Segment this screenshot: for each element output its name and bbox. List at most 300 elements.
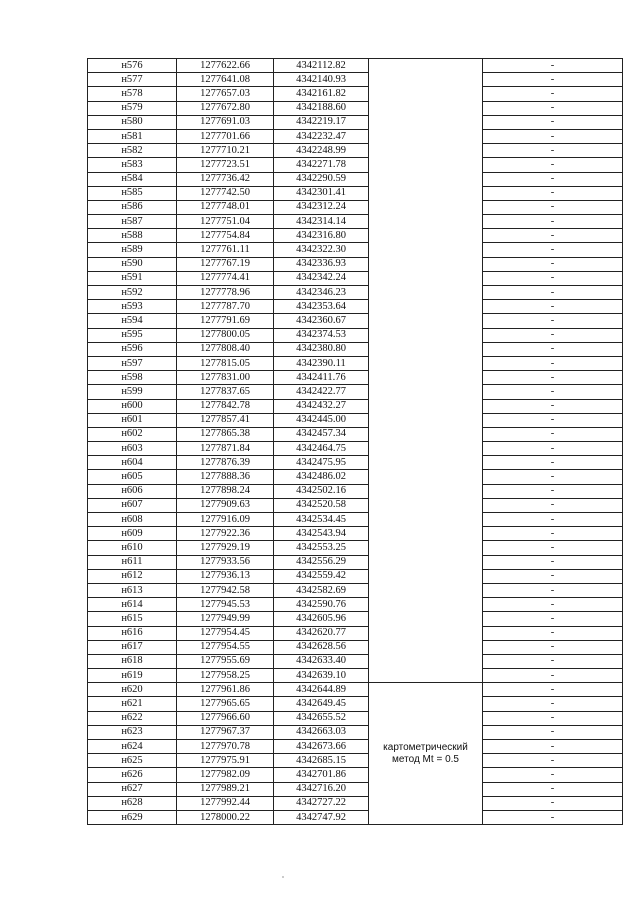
table-row	[88, 612, 623, 626]
accuracy-cell: -	[483, 59, 623, 73]
x-coordinate-cell: 1277710.21	[177, 144, 274, 158]
point-id-cell: н614	[88, 598, 177, 612]
y-coordinate-cell: 4342232.47	[274, 129, 369, 143]
point-id-cell: н611	[88, 555, 177, 569]
x-coordinate-cell: 1277992.44	[177, 796, 274, 810]
accuracy-cell: -	[483, 498, 623, 512]
table-row	[88, 697, 623, 711]
table-row	[88, 654, 623, 668]
x-coordinate-cell: 1277742.50	[177, 186, 274, 200]
table-row	[88, 129, 623, 143]
point-id-cell: н594	[88, 314, 177, 328]
method-cell-blank	[369, 314, 483, 328]
y-coordinate-cell: 4342644.89	[274, 683, 369, 697]
point-id-cell: н610	[88, 541, 177, 555]
table-row	[88, 115, 623, 129]
accuracy-cell: -	[483, 215, 623, 229]
accuracy-cell: -	[483, 456, 623, 470]
table-row	[88, 59, 623, 73]
y-coordinate-cell: 4342380.80	[274, 342, 369, 356]
x-coordinate-cell: 1277936.13	[177, 569, 274, 583]
x-coordinate-cell: 1277691.03	[177, 115, 274, 129]
point-id-cell: н625	[88, 754, 177, 768]
table-row	[88, 569, 623, 583]
table-row	[88, 73, 623, 87]
accuracy-cell: -	[483, 527, 623, 541]
y-coordinate-cell: 4342747.92	[274, 810, 369, 824]
accuracy-cell: -	[483, 612, 623, 626]
x-coordinate-cell: 1277672.80	[177, 101, 274, 115]
point-id-cell: н596	[88, 342, 177, 356]
accuracy-cell: -	[483, 442, 623, 456]
table-row	[88, 385, 623, 399]
coordinates-table	[87, 58, 623, 825]
x-coordinate-cell: 1277622.66	[177, 59, 274, 73]
x-coordinate-cell: 1277967.37	[177, 725, 274, 739]
accuracy-cell: -	[483, 158, 623, 172]
y-coordinate-cell: 4342727.22	[274, 796, 369, 810]
y-coordinate-cell: 4342390.11	[274, 356, 369, 370]
y-coordinate-cell: 4342312.24	[274, 200, 369, 214]
point-id-cell: н621	[88, 697, 177, 711]
point-id-cell: н599	[88, 385, 177, 399]
table-row	[88, 442, 623, 456]
x-coordinate-cell: 1277657.03	[177, 87, 274, 101]
point-id-cell: н577	[88, 73, 177, 87]
table-row	[88, 413, 623, 427]
point-id-cell: н588	[88, 229, 177, 243]
accuracy-cell: -	[483, 87, 623, 101]
x-coordinate-cell: 1277857.41	[177, 413, 274, 427]
x-coordinate-cell: 1277778.96	[177, 286, 274, 300]
y-coordinate-cell: 4342655.52	[274, 711, 369, 725]
y-coordinate-cell: 4342716.20	[274, 782, 369, 796]
y-coordinate-cell: 4342445.00	[274, 413, 369, 427]
accuracy-cell: -	[483, 342, 623, 356]
point-id-cell: н619	[88, 669, 177, 683]
accuracy-cell: -	[483, 484, 623, 498]
accuracy-cell: -	[483, 186, 623, 200]
x-coordinate-cell: 1277723.51	[177, 158, 274, 172]
table-row	[88, 172, 623, 186]
y-coordinate-cell: 4342290.59	[274, 172, 369, 186]
accuracy-cell: -	[483, 243, 623, 257]
accuracy-cell: -	[483, 300, 623, 314]
table-row	[88, 740, 623, 754]
x-coordinate-cell: 1277945.53	[177, 598, 274, 612]
point-id-cell: н583	[88, 158, 177, 172]
table-row	[88, 583, 623, 597]
y-coordinate-cell: 4342432.27	[274, 399, 369, 413]
point-id-cell: н586	[88, 200, 177, 214]
point-id-cell: н592	[88, 286, 177, 300]
x-coordinate-cell: 1277982.09	[177, 768, 274, 782]
x-coordinate-cell: 1277787.70	[177, 300, 274, 314]
table-row	[88, 399, 623, 413]
point-id-cell: н609	[88, 527, 177, 541]
accuracy-cell: -	[483, 697, 623, 711]
x-coordinate-cell: 1277831.00	[177, 371, 274, 385]
point-id-cell: н612	[88, 569, 177, 583]
y-coordinate-cell: 4342663.03	[274, 725, 369, 739]
table-row	[88, 87, 623, 101]
table-row	[88, 101, 623, 115]
y-coordinate-cell: 4342556.29	[274, 555, 369, 569]
table-row	[88, 371, 623, 385]
method-cell-blank	[369, 328, 483, 342]
method-cell-blank	[369, 484, 483, 498]
point-id-cell: н580	[88, 115, 177, 129]
accuracy-cell: -	[483, 129, 623, 143]
method-cell: картометрический метод Mt = 0.5	[369, 683, 483, 825]
accuracy-cell: -	[483, 768, 623, 782]
x-coordinate-cell: 1277942.58	[177, 583, 274, 597]
y-coordinate-cell: 4342559.42	[274, 569, 369, 583]
method-cell-blank	[369, 399, 483, 413]
point-id-cell: н598	[88, 371, 177, 385]
accuracy-cell: -	[483, 725, 623, 739]
y-coordinate-cell: 4342620.77	[274, 626, 369, 640]
accuracy-cell: -	[483, 271, 623, 285]
point-id-cell: н627	[88, 782, 177, 796]
accuracy-cell: -	[483, 172, 623, 186]
table-row	[88, 300, 623, 314]
y-coordinate-cell: 4342112.82	[274, 59, 369, 73]
point-id-cell: н624	[88, 740, 177, 754]
accuracy-cell: -	[483, 541, 623, 555]
method-cell-blank	[369, 271, 483, 285]
method-cell-blank	[369, 569, 483, 583]
method-cell-blank	[369, 669, 483, 683]
accuracy-cell: -	[483, 555, 623, 569]
y-coordinate-cell: 4342639.10	[274, 669, 369, 683]
y-coordinate-cell: 4342140.93	[274, 73, 369, 87]
table-row	[88, 314, 623, 328]
point-id-cell: н605	[88, 470, 177, 484]
method-cell-blank	[369, 654, 483, 668]
y-coordinate-cell: 4342314.14	[274, 215, 369, 229]
x-coordinate-cell: 1277865.38	[177, 427, 274, 441]
method-cell-blank	[369, 356, 483, 370]
x-coordinate-cell: 1277954.55	[177, 640, 274, 654]
x-coordinate-cell: 1277965.65	[177, 697, 274, 711]
table-row	[88, 200, 623, 214]
point-id-cell: н626	[88, 768, 177, 782]
point-id-cell: н616	[88, 626, 177, 640]
table-row	[88, 342, 623, 356]
accuracy-cell: -	[483, 513, 623, 527]
x-coordinate-cell: 1277876.39	[177, 456, 274, 470]
method-cell-blank	[369, 186, 483, 200]
point-id-cell: н581	[88, 129, 177, 143]
method-cell-blank	[369, 541, 483, 555]
x-coordinate-cell: 1277774.41	[177, 271, 274, 285]
x-coordinate-cell: 1277761.11	[177, 243, 274, 257]
y-coordinate-cell: 4342475.95	[274, 456, 369, 470]
method-cell-blank	[369, 640, 483, 654]
table-row	[88, 243, 623, 257]
method-cell-blank	[369, 513, 483, 527]
method-cell-blank	[369, 555, 483, 569]
y-coordinate-cell: 4342342.24	[274, 271, 369, 285]
table-row	[88, 541, 623, 555]
method-cell-blank	[369, 144, 483, 158]
table-row	[88, 527, 623, 541]
x-coordinate-cell: 1277808.40	[177, 342, 274, 356]
accuracy-cell: -	[483, 144, 623, 158]
method-cell-blank	[369, 300, 483, 314]
x-coordinate-cell: 1277837.65	[177, 385, 274, 399]
table-row	[88, 513, 623, 527]
y-coordinate-cell: 4342486.02	[274, 470, 369, 484]
point-id-cell: н590	[88, 257, 177, 271]
table-row	[88, 257, 623, 271]
y-coordinate-cell: 4342301.41	[274, 186, 369, 200]
table-row	[88, 498, 623, 512]
y-coordinate-cell: 4342502.16	[274, 484, 369, 498]
method-cell-blank	[369, 87, 483, 101]
point-id-cell: н613	[88, 583, 177, 597]
x-coordinate-cell: 1277929.19	[177, 541, 274, 555]
method-cell-blank	[369, 385, 483, 399]
y-coordinate-cell: 4342219.17	[274, 115, 369, 129]
method-cell-blank	[369, 456, 483, 470]
accuracy-cell: -	[483, 683, 623, 697]
accuracy-cell: -	[483, 598, 623, 612]
point-id-cell: н623	[88, 725, 177, 739]
y-coordinate-cell: 4342336.93	[274, 257, 369, 271]
y-coordinate-cell: 4342161.82	[274, 87, 369, 101]
point-id-cell: н608	[88, 513, 177, 527]
x-coordinate-cell: 1277989.21	[177, 782, 274, 796]
table-row	[88, 725, 623, 739]
point-id-cell: н597	[88, 356, 177, 370]
method-cell-blank	[369, 470, 483, 484]
method-cell-blank	[369, 527, 483, 541]
x-coordinate-cell: 1277871.84	[177, 442, 274, 456]
y-coordinate-cell: 4342322.30	[274, 243, 369, 257]
x-coordinate-cell: 1277958.25	[177, 669, 274, 683]
x-coordinate-cell: 1278000.22	[177, 810, 274, 824]
accuracy-cell: -	[483, 413, 623, 427]
accuracy-cell: -	[483, 257, 623, 271]
method-cell-blank	[369, 101, 483, 115]
method-cell-blank	[369, 598, 483, 612]
x-coordinate-cell: 1277909.63	[177, 498, 274, 512]
point-id-cell: н615	[88, 612, 177, 626]
x-coordinate-cell: 1277751.04	[177, 215, 274, 229]
table-row	[88, 796, 623, 810]
x-coordinate-cell: 1277898.24	[177, 484, 274, 498]
accuracy-cell: -	[483, 286, 623, 300]
point-id-cell: н600	[88, 399, 177, 413]
accuracy-cell: -	[483, 711, 623, 725]
y-coordinate-cell: 4342628.56	[274, 640, 369, 654]
table-row	[88, 484, 623, 498]
point-id-cell: н591	[88, 271, 177, 285]
method-cell-blank	[369, 583, 483, 597]
x-coordinate-cell: 1277888.36	[177, 470, 274, 484]
x-coordinate-cell: 1277800.05	[177, 328, 274, 342]
y-coordinate-cell: 4342553.25	[274, 541, 369, 555]
x-coordinate-cell: 1277975.91	[177, 754, 274, 768]
point-id-cell: н602	[88, 427, 177, 441]
y-coordinate-cell: 4342685.15	[274, 754, 369, 768]
method-cell-blank	[369, 612, 483, 626]
method-cell-blank	[369, 286, 483, 300]
y-coordinate-cell: 4342422.77	[274, 385, 369, 399]
method-cell-blank	[369, 442, 483, 456]
x-coordinate-cell: 1277748.01	[177, 200, 274, 214]
point-id-cell: н628	[88, 796, 177, 810]
method-cell-blank	[369, 115, 483, 129]
y-coordinate-cell: 4342411.76	[274, 371, 369, 385]
table-row	[88, 640, 623, 654]
x-coordinate-cell: 1277955.69	[177, 654, 274, 668]
accuracy-cell: -	[483, 371, 623, 385]
x-coordinate-cell: 1277961.86	[177, 683, 274, 697]
method-cell-blank	[369, 427, 483, 441]
table-row	[88, 328, 623, 342]
table-row	[88, 271, 623, 285]
table-row	[88, 229, 623, 243]
accuracy-cell: -	[483, 101, 623, 115]
x-coordinate-cell: 1277842.78	[177, 399, 274, 413]
x-coordinate-cell: 1277922.36	[177, 527, 274, 541]
table-row	[88, 158, 623, 172]
y-coordinate-cell: 4342633.40	[274, 654, 369, 668]
accuracy-cell: -	[483, 583, 623, 597]
method-cell-blank	[369, 243, 483, 257]
y-coordinate-cell: 4342457.34	[274, 427, 369, 441]
y-coordinate-cell: 4342543.94	[274, 527, 369, 541]
table-row	[88, 555, 623, 569]
y-coordinate-cell: 4342673.66	[274, 740, 369, 754]
table-row	[88, 782, 623, 796]
point-id-cell: н576	[88, 59, 177, 73]
point-id-cell: н579	[88, 101, 177, 115]
point-id-cell: н603	[88, 442, 177, 456]
y-coordinate-cell: 4342534.45	[274, 513, 369, 527]
table-row	[88, 186, 623, 200]
table-row	[88, 144, 623, 158]
coordinates-table-body	[88, 59, 623, 825]
accuracy-cell: -	[483, 314, 623, 328]
method-cell-blank	[369, 158, 483, 172]
point-id-cell: н578	[88, 87, 177, 101]
accuracy-cell: -	[483, 796, 623, 810]
point-id-cell: н582	[88, 144, 177, 158]
x-coordinate-cell: 1277791.69	[177, 314, 274, 328]
y-coordinate-cell: 4342248.99	[274, 144, 369, 158]
table-row	[88, 286, 623, 300]
method-cell-blank	[369, 413, 483, 427]
y-coordinate-cell: 4342188.60	[274, 101, 369, 115]
x-coordinate-cell: 1277641.08	[177, 73, 274, 87]
accuracy-cell: -	[483, 356, 623, 370]
accuracy-cell: -	[483, 669, 623, 683]
point-id-cell: н620	[88, 683, 177, 697]
accuracy-cell: -	[483, 754, 623, 768]
table-row	[88, 427, 623, 441]
table-row	[88, 456, 623, 470]
method-cell-blank	[369, 200, 483, 214]
accuracy-cell: -	[483, 200, 623, 214]
x-coordinate-cell: 1277767.19	[177, 257, 274, 271]
method-cell-blank	[369, 342, 483, 356]
accuracy-cell: -	[483, 470, 623, 484]
accuracy-cell: -	[483, 328, 623, 342]
table-row	[88, 810, 623, 824]
table-row	[88, 768, 623, 782]
y-coordinate-cell: 4342271.78	[274, 158, 369, 172]
table-row	[88, 356, 623, 370]
table-row	[88, 683, 623, 697]
point-id-cell: н593	[88, 300, 177, 314]
point-id-cell: н618	[88, 654, 177, 668]
y-coordinate-cell: 4342590.76	[274, 598, 369, 612]
x-coordinate-cell: 1277736.42	[177, 172, 274, 186]
table-row	[88, 754, 623, 768]
method-cell-blank	[369, 498, 483, 512]
point-id-cell: н604	[88, 456, 177, 470]
table-row	[88, 626, 623, 640]
table-row	[88, 711, 623, 725]
point-id-cell: н595	[88, 328, 177, 342]
x-coordinate-cell: 1277933.56	[177, 555, 274, 569]
table-row	[88, 215, 623, 229]
scan-speck	[282, 876, 284, 878]
accuracy-cell: -	[483, 427, 623, 441]
method-cell-blank	[369, 229, 483, 243]
accuracy-cell: -	[483, 626, 623, 640]
y-coordinate-cell: 4342649.45	[274, 697, 369, 711]
y-coordinate-cell: 4342316.80	[274, 229, 369, 243]
accuracy-cell: -	[483, 810, 623, 824]
y-coordinate-cell: 4342520.58	[274, 498, 369, 512]
point-id-cell: н607	[88, 498, 177, 512]
y-coordinate-cell: 4342701.86	[274, 768, 369, 782]
method-cell-blank	[369, 215, 483, 229]
method-cell-blank	[369, 172, 483, 186]
accuracy-cell: -	[483, 399, 623, 413]
point-id-cell: н606	[88, 484, 177, 498]
accuracy-cell: -	[483, 385, 623, 399]
x-coordinate-cell: 1277966.60	[177, 711, 274, 725]
x-coordinate-cell: 1277701.66	[177, 129, 274, 143]
method-cell-blank	[369, 371, 483, 385]
y-coordinate-cell: 4342353.64	[274, 300, 369, 314]
point-id-cell: н585	[88, 186, 177, 200]
accuracy-cell: -	[483, 654, 623, 668]
accuracy-cell: -	[483, 740, 623, 754]
point-id-cell: н587	[88, 215, 177, 229]
point-id-cell: н584	[88, 172, 177, 186]
x-coordinate-cell: 1277970.78	[177, 740, 274, 754]
accuracy-cell: -	[483, 640, 623, 654]
point-id-cell: н622	[88, 711, 177, 725]
method-cell-blank	[369, 626, 483, 640]
x-coordinate-cell: 1277916.09	[177, 513, 274, 527]
y-coordinate-cell: 4342464.75	[274, 442, 369, 456]
x-coordinate-cell: 1277954.45	[177, 626, 274, 640]
method-cell-blank	[369, 73, 483, 87]
x-coordinate-cell: 1277754.84	[177, 229, 274, 243]
point-id-cell: н601	[88, 413, 177, 427]
accuracy-cell: -	[483, 782, 623, 796]
method-cell-blank	[369, 59, 483, 73]
method-cell-blank	[369, 257, 483, 271]
